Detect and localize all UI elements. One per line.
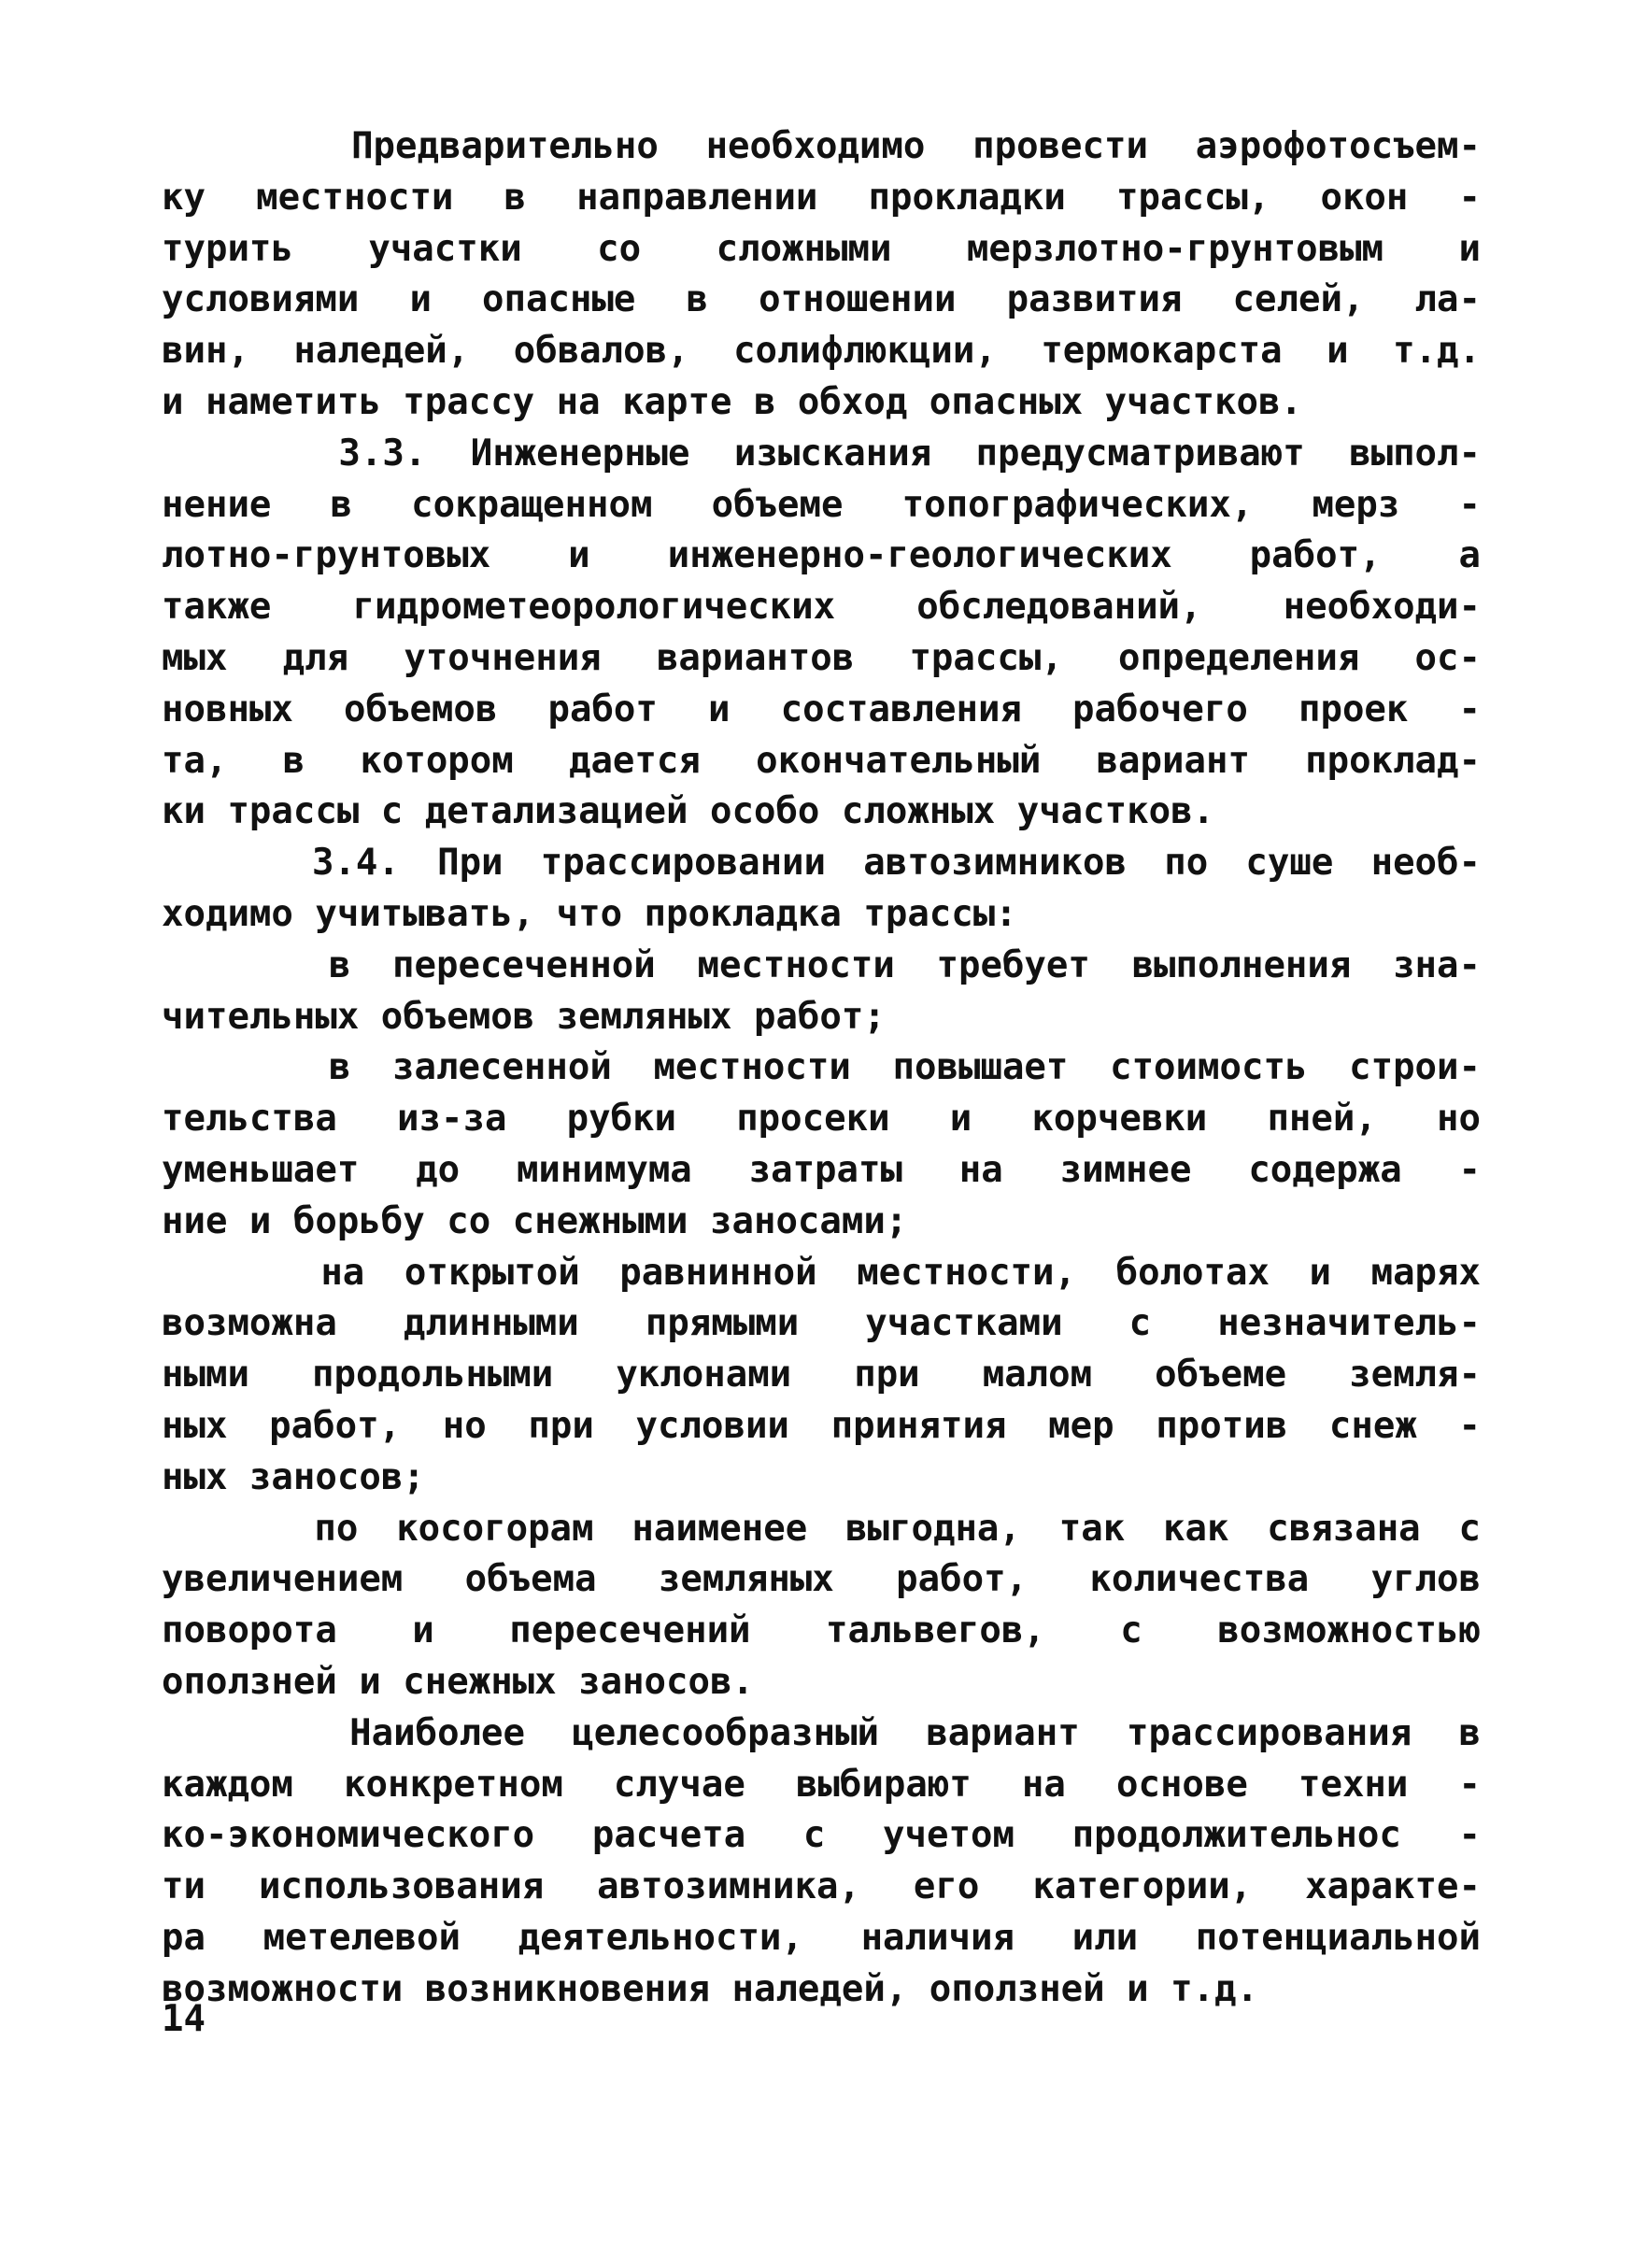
text-line: и наметить трассу на карте в обход опасных участков. xyxy=(162,380,1302,423)
text-line: каждом конкретном случае выбирают на основе техни - xyxy=(162,1763,1481,1806)
text-line: вин, наледей, обвалов, солифлюкции, термокарста и т.д. xyxy=(162,330,1481,373)
text-line: турить участки со сложными мерзлотно-грунтовым и xyxy=(162,227,1481,270)
paragraph-3-4 xyxy=(162,838,1481,941)
text-line: 3.3. Инженерные изыскания предусматривают выпол- xyxy=(162,432,1481,475)
paragraph-3-3 xyxy=(162,429,1481,838)
text-line: по косогорам наименее выгодна, так как связана с xyxy=(162,1507,1481,1550)
body-text xyxy=(162,121,1481,2015)
page-number: 14 xyxy=(162,1998,206,2040)
text-line: увеличением объема земляных работ, количества углов xyxy=(162,1558,1481,1601)
text-line: Наиболее целесообразный вариант трассирования в xyxy=(162,1711,1481,1754)
text-line: возможна длинными прямыми участками с незначитель- xyxy=(162,1302,1481,1345)
text-line: чительных объемов земляных работ; xyxy=(162,995,886,1038)
text-line: оползней и снежных заносов. xyxy=(162,1660,754,1703)
text-line: в залесенной местности повышает стоимость строи- xyxy=(162,1046,1481,1089)
text-line: ных работ, но при условии принятия мер против снеж - xyxy=(162,1404,1481,1447)
text-line: ных заносов; xyxy=(162,1455,425,1498)
paragraph-optimal-variant xyxy=(162,1708,1481,2016)
text-line: также гидрометеорологических обследований, необходи- xyxy=(162,586,1481,629)
text-line: нение в сокращенном объеме топографических, мерз - xyxy=(162,483,1481,526)
text-line: на открытой равнинной местности, болотах и марях xyxy=(162,1251,1481,1294)
paragraph-open-plain xyxy=(162,1248,1481,1504)
text-line: тельства из-за рубки просеки и корчевки пней, но xyxy=(162,1098,1481,1141)
text-line: в пересеченной местности требует выполнения зна- xyxy=(162,943,1481,986)
text-line: ние и борьбу со снежными заносами; xyxy=(162,1199,908,1242)
text-line: ки трассы с детализацией особо сложных участков. xyxy=(162,790,1215,833)
text-line: ра метелевой деятельности, наличия или потенциальной xyxy=(162,1916,1481,1959)
text-line: 3.4. При трассировании автозимников по суше необ- xyxy=(162,842,1481,885)
text-line: уменьшает до минимума затраты на зимнее содержа - xyxy=(162,1148,1481,1191)
text-line: ку местности в направлении прокладки трассы, окон - xyxy=(162,176,1481,219)
text-line: поворота и пересечений тальвегов, с возможностью xyxy=(162,1609,1481,1652)
text-line: ходимо учитывать, что прокладка трассы: xyxy=(162,892,1017,935)
text-line: условиями и опасные в отношении развития селей, ла- xyxy=(162,278,1481,321)
paragraph-slopes xyxy=(162,1504,1481,1708)
text-line: ти использования автозимника, его категории, характе- xyxy=(162,1865,1481,1908)
text-line: Предварительно необходимо провести аэрофотосъем- xyxy=(162,125,1481,167)
text-line: та, в котором дается окончательный вариант проклад- xyxy=(162,739,1481,782)
paragraph-rugged-terrain xyxy=(162,941,1481,1043)
paragraph-forested-terrain xyxy=(162,1042,1481,1247)
text-line: новных объемов работ и составления рабочего проек - xyxy=(162,687,1481,730)
text-line: лотно-грунтовых и инженерно-геологических работ, а xyxy=(162,534,1481,577)
text-line: ко-экономического расчета с учетом продолжительнос - xyxy=(162,1814,1481,1857)
text-line: мых для уточнения вариантов трассы, определения ос- xyxy=(162,636,1481,679)
text-line: возможности возникновения наледей, оползней и т.д. xyxy=(162,1967,1258,2010)
paragraph-aerial-survey xyxy=(162,121,1481,429)
text-line: ными продольными уклонами при малом объеме земля- xyxy=(162,1354,1481,1396)
